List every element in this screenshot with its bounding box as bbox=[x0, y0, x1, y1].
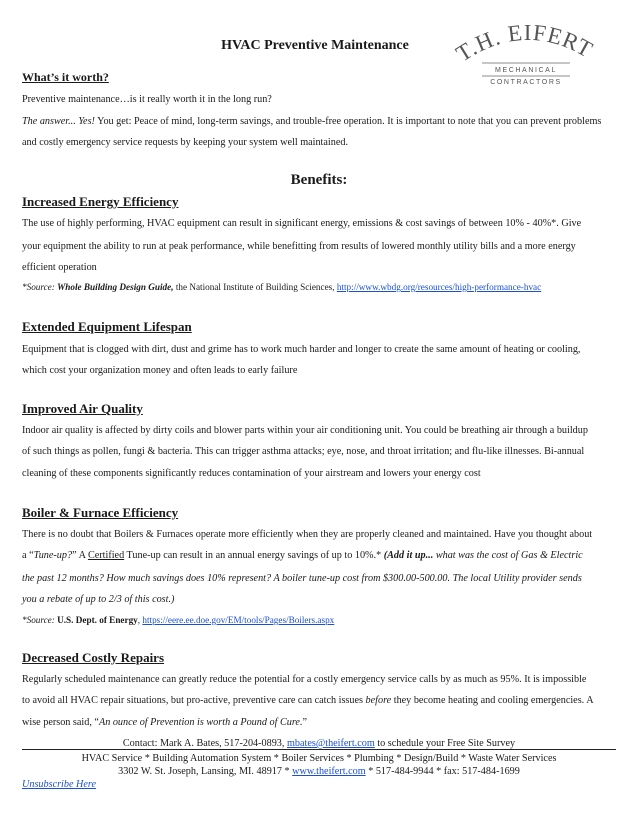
boiler-line-1: There is no doubt that Boilers & Furnaces operate more efficiently when they are properly cleaned and maintained. Have you thought about bbox=[22, 529, 593, 540]
contact-text: Contact: Mark A. Bates, 517-204-0893, bbox=[122, 738, 287, 749]
footer-services: HVAC Service * Building Automation System * Boiler Services * Plumbing * Design/Build * Waste Water Services bbox=[81, 753, 557, 764]
add-it-up-text: (Add it up... bbox=[383, 550, 434, 561]
efficiency-line-2: your equipment the ability to run at peak performance, while benefitting from results of lowered monthly utility bills and a more energy bbox=[22, 241, 576, 252]
section-heading-repairs: Decreased Costly Repairs bbox=[22, 650, 165, 665]
repairs-line-3a: wise person said, “ bbox=[22, 717, 99, 728]
document-title: HVAC Preventive Maintenance bbox=[221, 38, 409, 53]
air-line-2: of such things as pollen, fungi & bacteria. This can trigger asthma attacks; eye, nose, and throat irritation; and flu-like illnesses. Bi-annual bbox=[22, 446, 585, 457]
section-heading-efficiency: Increased Energy Efficiency bbox=[22, 194, 179, 209]
air-line-3: cleaning of these components significantly reduces contamination of your airstream and lowers your energy cost bbox=[22, 468, 481, 479]
efficiency-line-1: The use of highly performing, HVAC equipment can result in significant energy, emissions & cost savings of between 10% - 40%*. Give bbox=[22, 218, 582, 229]
intro-answer-body: You get: Peace of mind, long-term savings, and trouble-free operation. It is important to note that you can prevent problems bbox=[94, 116, 602, 127]
website-link[interactable]: www.theifert.com bbox=[292, 766, 366, 777]
boiler-line-2b: ” A bbox=[72, 550, 88, 561]
boiler-line-2a: a “ bbox=[22, 550, 34, 561]
boiler-source-link[interactable]: https://eere.ee.doe.gov/EM/tools/Pages/Boilers.aspx bbox=[142, 615, 335, 625]
repairs-line-3b: ” bbox=[302, 717, 308, 728]
section-heading-air: Improved Air Quality bbox=[22, 401, 143, 416]
tune-up-text: Tune-up? bbox=[33, 550, 73, 561]
boiler-source-label: *Source: bbox=[22, 615, 55, 625]
boiler-line-3-text: the past 12 months? How much savings does 10% represent? A boiler tune-up cost from $300.00-500.00. The local Utility provider sends bbox=[22, 573, 582, 584]
boiler-source bbox=[22, 613, 616, 627]
contact-email-link[interactable]: mbates@theifert.com bbox=[287, 738, 375, 749]
intro-answer bbox=[22, 111, 616, 133]
efficiency-source bbox=[22, 280, 616, 294]
boiler-source-org: U.S. Dept. of Energy bbox=[54, 615, 138, 625]
source-label: *Source: bbox=[22, 282, 55, 292]
unsubscribe-link[interactable]: Unsubscribe Here bbox=[22, 779, 97, 790]
section-heading-lifespan: Extended Equipment Lifespan bbox=[22, 319, 192, 334]
intro-question: Preventive maintenance…is it really worth it in the long run? bbox=[22, 94, 272, 105]
boiler-line-2 bbox=[22, 545, 616, 567]
benefits-title: Benefits: bbox=[290, 172, 348, 188]
logo-name: T.H. EIFERT bbox=[451, 20, 598, 67]
repairs-line-2 bbox=[22, 690, 616, 712]
intro-answer-cont: and costly emergency service requests by keeping your system well maintained. bbox=[22, 137, 348, 148]
logo-line-mechanical: MECHANICAL bbox=[495, 67, 557, 74]
svg-text:T.H. EIFERT bbox=[452, 20, 598, 66]
certified-text: Certified bbox=[87, 550, 125, 561]
repairs-line-1: Regularly scheduled maintenance can greatly reduce the potential for a costly emergency service calls by as much as 95%. It is impossible bbox=[22, 674, 587, 685]
intro-heading: What’s it worth? bbox=[22, 70, 109, 84]
boiler-line-2d: what was the cost of Gas & Electric bbox=[433, 550, 583, 561]
lifespan-line-2: which cost your organization money and often leads to early failure bbox=[22, 365, 298, 376]
repairs-line-2a: to avoid all HVAC repair situations, but pro-active, preventive care can catch issues bbox=[22, 695, 366, 706]
company-logo bbox=[450, 20, 600, 90]
intro-answer-lead: The answer... Yes! bbox=[22, 116, 95, 127]
boiler-line-3 bbox=[22, 568, 616, 590]
footer-divider bbox=[22, 749, 616, 750]
footer-address bbox=[0, 765, 638, 778]
efficiency-line-3: efficient operation bbox=[22, 262, 97, 273]
source-org: the National Institute of Building Sciences, bbox=[173, 282, 337, 292]
phone-fax-text: * 517-484-9944 * fax: 517-484-1699 bbox=[365, 766, 520, 777]
address-text: 3302 W. St. Joseph, Lansing, MI. 48917 * bbox=[118, 766, 293, 777]
repairs-line-3 bbox=[22, 712, 616, 734]
lifespan-line-1: Equipment that is clogged with dirt, dust and grime has to work much harder and longer to create the same amount of heating or cooling, bbox=[22, 344, 581, 355]
logo-line-contractors: CONTRACTORS bbox=[490, 79, 562, 86]
efficiency-source-link[interactable]: http://www.wbdg.org/resources/high-performance-hvac bbox=[336, 282, 542, 292]
before-text: before bbox=[365, 695, 392, 706]
boiler-line-4 bbox=[22, 589, 616, 611]
proverb-text: An ounce of Prevention is worth a Pound of Cure. bbox=[98, 717, 303, 728]
boiler-line-4-text: you a rebate of up to 2/3 of this cost.) bbox=[22, 594, 175, 605]
contact-text-end: to schedule your Free Site Survey bbox=[374, 738, 516, 749]
boiler-line-2c: Tune-up can result in an annual energy savings of up to 10%.* bbox=[124, 550, 384, 561]
boiler-source-sep: , bbox=[137, 615, 143, 625]
source-title: Whole Building Design Guide, bbox=[57, 282, 174, 292]
repairs-line-2b: they become heating and cooling emergencies. A bbox=[391, 695, 594, 706]
air-line-1: Indoor air quality is affected by dirty coils and blower parts within your air conditioning unit. You could be breathing air through a buildup bbox=[22, 425, 588, 436]
section-heading-boiler: Boiler & Furnace Efficiency bbox=[22, 505, 179, 520]
